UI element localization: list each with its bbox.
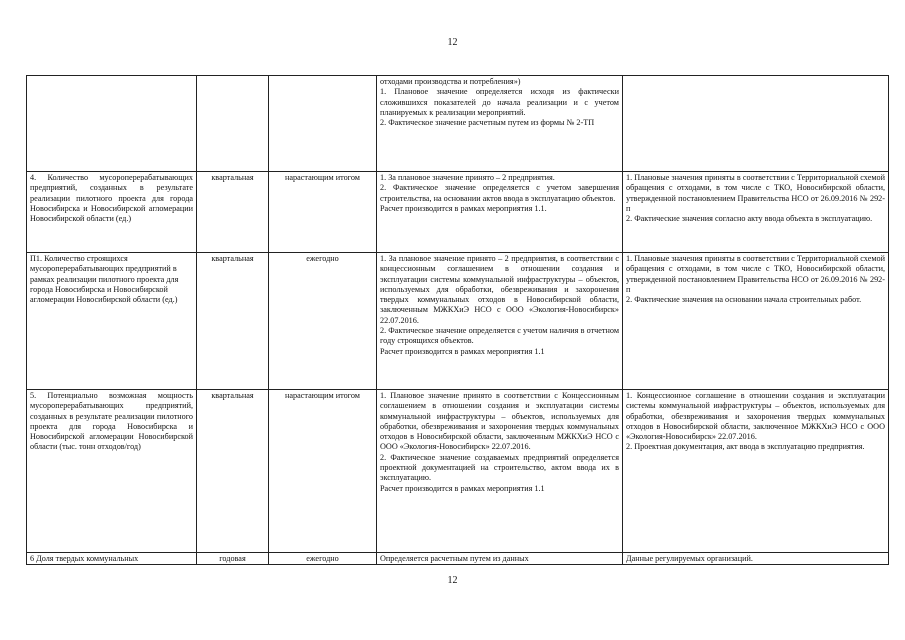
source-paragraph: 1. Плановые значения приняты в соответствии с Территориальной схемой обращения с отходами, в том числе с ТКО, Новосибирской области, утвержденной постановлением Правительства НСО от 26.09.2016 № 292-п	[626, 173, 885, 213]
table-row	[27, 76, 889, 172]
method-cell: ежегодно	[269, 253, 377, 390]
calc-paragraph: Расчет производится в рамках мероприятия 1.1	[380, 346, 545, 356]
period-cell: квартальная	[197, 172, 269, 253]
calc-cell	[377, 76, 623, 172]
indicator-cell: 6 Доля твердых коммунальных	[27, 553, 197, 565]
calc-paragraph: Определяется расчетным путем из данных	[380, 554, 529, 563]
table-row	[27, 253, 889, 390]
calc-cell	[377, 390, 623, 553]
calc-cell	[377, 172, 623, 253]
calc-paragraph: 2. Фактическое значение создаваемых предприятий определяется проектной документацией на строительство, актом ввода их в эксплуатацию.	[380, 452, 619, 483]
indicator-cell	[27, 76, 197, 172]
table-row	[27, 172, 889, 253]
calc-paragraph: 1. За плановое значение принято – 2 предприятия, в соответствии с концессионным соглашением в отношении создания и эксплуатации системы коммунальной инфраструктуры – объектов, используемых для обработки, обезвреживания и захоронения твердых коммунальных отходов в Новосибирской области, заключенным МЖКХиЭ НСО с ООО «Экология-Новосибирск» 22.07.2016.	[380, 254, 619, 325]
table-row	[27, 553, 889, 565]
source-paragraph: 1. Плановые значения приняты в соответствии с Территориальной схемой обращения с отходами, в том числе с ТКО, Новосибирской области, утвержденной постановлением Правительства НСО от 26.09.2016 № 292-п	[626, 254, 885, 294]
calc-paragraph: Расчет производится в рамках мероприятия 1.1	[380, 483, 545, 493]
period-cell: квартальная	[197, 253, 269, 390]
source-paragraph: 2. Проектная документация, акт ввода в эксплуатацию предприятия.	[626, 442, 865, 452]
method-cell: нарастающим итогом	[269, 390, 377, 553]
table-row	[27, 390, 889, 553]
period-cell	[197, 76, 269, 172]
calc-paragraph: 1. За плановое значение принято – 2 предприятия.	[380, 173, 555, 182]
indicator-cell: 5. Потенциально возможная мощность мусороперерабатывающих предприятий, созданных в результате реализации пилотного проекта для города Новосибирска и Новосибирской агломерации Новосибирской области (тыс. тонн отходов/год)	[27, 390, 197, 553]
method-cell: нарастающим итогом	[269, 172, 377, 253]
period-cell: квартальная	[197, 390, 269, 553]
calc-cell	[377, 253, 623, 390]
calc-paragraph: 2. Фактическое значение определяется с учетом наличия в отчетном году строящихся объектов.	[380, 326, 619, 346]
calc-paragraph: 1. Плановое значение принято в соответствии с Концессионным соглашением в отношении создания и эксплуатации системы коммунальной инфраструктуры – объектов, используемых для обработки, обезвреживания и захоронения твердых коммунальных отходов в Новосибирской области, заключенным МЖКХиЭ НСО с ООО «Экология-Новосибирск» 22.07.2016.	[380, 391, 619, 452]
calc-cell	[377, 553, 623, 565]
method-cell	[269, 76, 377, 172]
source-paragraph: 2. Фактические значения согласно акту ввода объекта в эксплуатацию.	[626, 214, 873, 224]
indicator-cell: 4. Количество мусороперерабатывающих предприятий, созданных в результате реализации пилотного проекта для города Новосибирска и Новосибирской агломерации Новосибирской области (ед.)	[27, 172, 197, 253]
calc-paragraph: 1. Плановое значение определяется исходя из фактически сложившихся показателей до начала реализации и с учетом планируемых к реализации мероприятий.	[380, 87, 619, 117]
source-cell	[623, 553, 889, 565]
source-cell	[623, 172, 889, 253]
method-cell: ежегодно	[269, 553, 377, 565]
source-cell	[623, 76, 889, 172]
source-cell	[623, 253, 889, 390]
source-paragraph: Данные регулируемых организаций.	[626, 554, 753, 563]
page-number-bottom: 12	[447, 575, 458, 586]
calc-paragraph: 2. Фактическое значение определяется с учетом завершения строительства, на основании актов ввода в эксплуатацию объектов.	[380, 183, 619, 203]
page-number-top: 12	[447, 37, 458, 48]
period-cell: годовая	[197, 553, 269, 565]
source-paragraph: 2. Фактические значения на основании начала строительных работ.	[626, 295, 862, 305]
calc-paragraph: Расчет производится в рамках мероприятия 1.1.	[380, 203, 547, 213]
source-paragraph: 1. Концессионное соглашение в отношении создания и эксплуатации системы коммунальной инфраструктуры – объектов, используемых для обработки, обезвреживания и захоронения твердых коммунальных отходов в Новосибирской области, заключенное МЖКХиЭ НСО с ООО «Экология-Новосибирск» 22.07.2016.	[626, 391, 885, 442]
source-cell	[623, 390, 889, 553]
indicators-table	[26, 75, 889, 565]
indicator-cell: П1. Количество строящихся мусороперерабатывающих предприятий в рамках реализации пилотного проекта для города Новосибирска и Новосибирской агломерации Новосибирской области (ед.)	[27, 253, 197, 390]
calc-paragraph: 2. Фактическое значение расчетным путем из формы № 2-ТП	[380, 118, 595, 128]
calc-paragraph: отходами производства и потребления»)	[380, 77, 521, 86]
